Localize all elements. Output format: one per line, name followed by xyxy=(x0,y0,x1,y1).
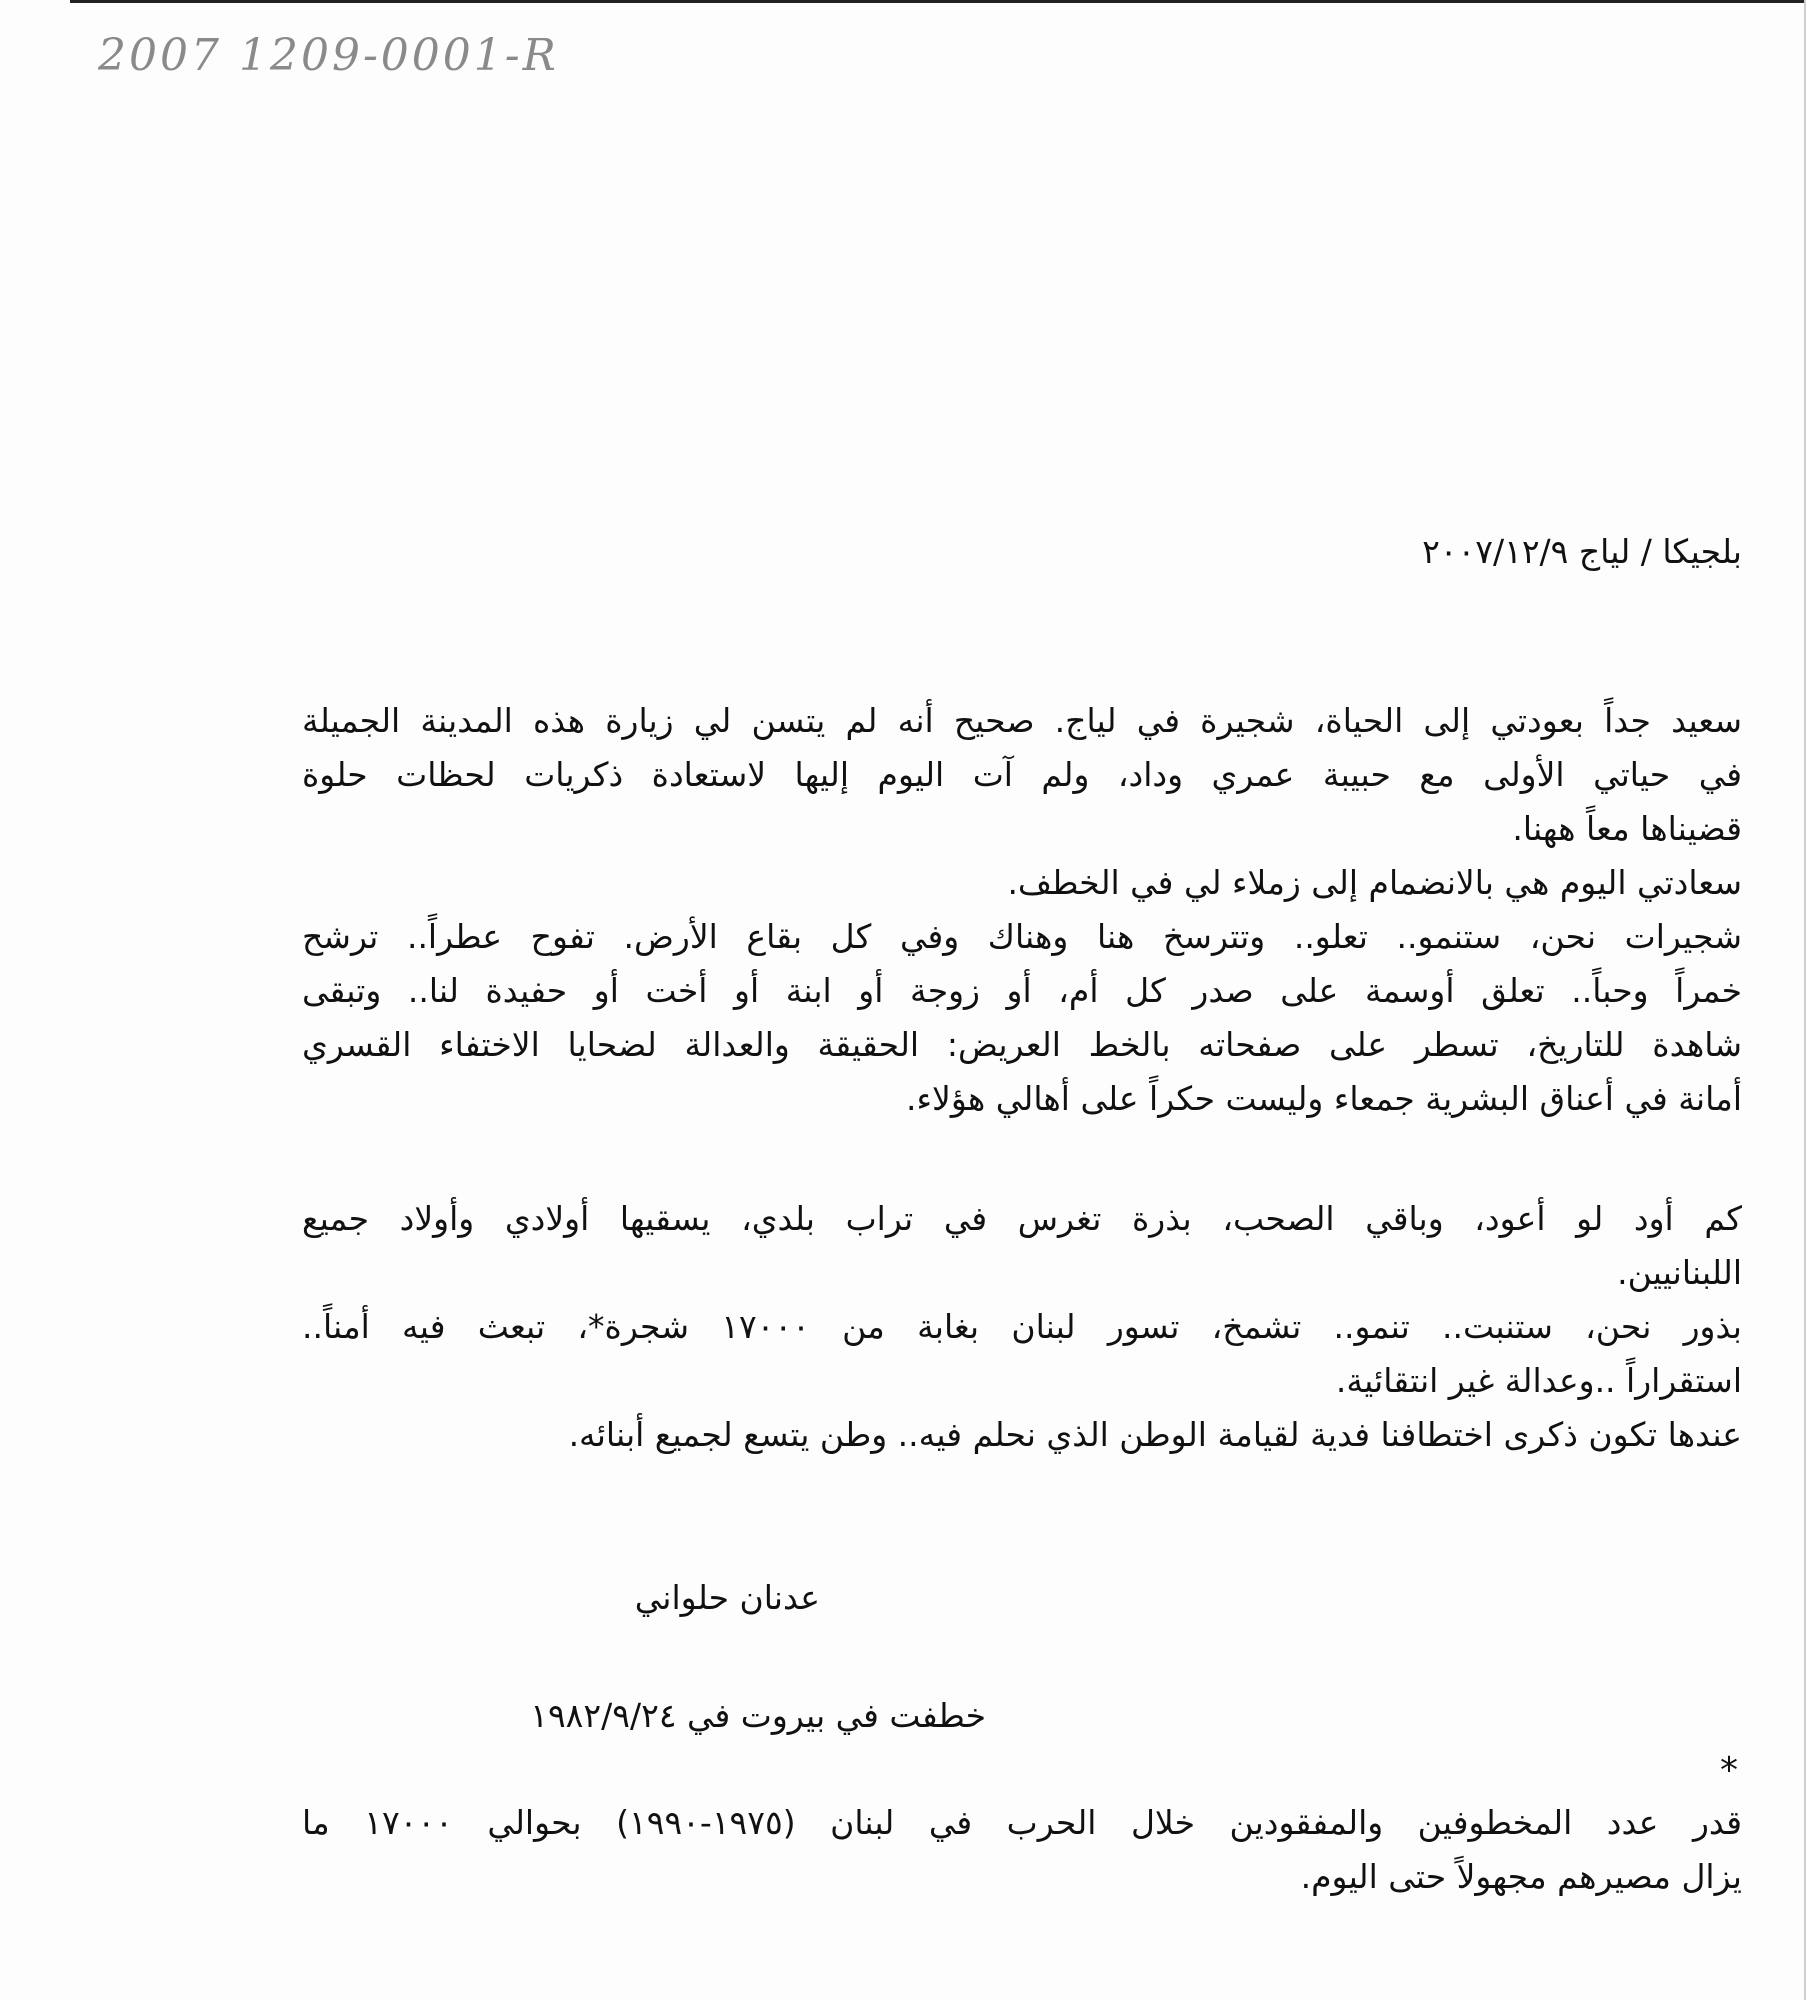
paragraph2-line-5: أمانة في أعناق البشرية جمعاء وليست حكراً على أهالي هؤلاء. xyxy=(906,1079,1742,1118)
paragraph3-line-5: عندها تكون ذكرى اختطافنا فدية لقيامة الوطن الذي نحلم فيه.. وطن يتسع لجميع أبنائه. xyxy=(568,1415,1742,1454)
paragraph1-line-1: سعيد جداً بعودتي إلى الحياة، شجيرة في لياج. صحيح أنه لم يتسن لي زيارة هذه المدينة الجميلة xyxy=(302,701,1742,740)
paragraph1-line-2: في حياتي الأولى مع حبيبة عمري وداد، ولم آت اليوم إليها لاستعادة ذكريات لحظات حلوة xyxy=(302,755,1742,794)
paragraph2-line-3: خمراً وحباً.. تعلق أوسمة على صدر كل أم، أو زوجة أو ابنة أو أخت أو حفيدة لنا.. وتبقى xyxy=(302,971,1742,1010)
top-edge-rule xyxy=(70,0,1806,3)
handwritten-document-id: 2007 1209-0001-R xyxy=(98,30,559,81)
paragraph2-line-2: شجيرات نحن، ستنمو.. تعلو.. وتترسخ هنا وهناك وفي كل بقاع الأرض. تفوح عطراً.. ترشح xyxy=(302,917,1742,956)
paragraph3-line-2: اللبنانيين. xyxy=(1617,1253,1742,1292)
paragraph3-line-4: استقراراً ..وعدالة غير انتقائية. xyxy=(1335,1361,1742,1400)
paragraph3-line-1: كم أود لو أعود، وباقي الصحب، بذرة تغرس في تراب بلدي، يسقيها أولادي وأولاد جميع xyxy=(302,1199,1742,1238)
footnote-marker: * xyxy=(1720,1750,1738,1791)
footnote-line-2: يزال مصيرهم مجهولاً حتى اليوم. xyxy=(1300,1857,1742,1896)
footnote-line-1: قدر عدد المخطوفين والمفقودين خلال الحرب في لبنان (١٩٧٥-١٩٩٠) بحوالي ١٧٠٠٠ ما xyxy=(302,1803,1742,1842)
paragraph2-line-4: شاهدة للتاريخ، تسطر على صفحاته بالخط العريض: الحقيقة والعدالة لضحايا الاختفاء القسري xyxy=(302,1025,1742,1064)
paragraph3-line-3: بذور نحن، ستنبت.. تنمو.. تشمخ، تسور لبنان بغابة من ١٧٠٠٠ شجرة*، تبعث فيه أمناً.. xyxy=(302,1307,1742,1346)
paragraph2-line-1: سعادتي اليوم هي بالانضمام إلى زملاء لي في الخطف. xyxy=(1007,863,1742,902)
paragraph1-line-3: قضيناها معاً ههنا. xyxy=(1512,809,1742,848)
signature-name: عدنان حلواني xyxy=(634,1578,820,1617)
dateline: بلجيكا / لياج ٢٠٠٧/١٢/٩ xyxy=(1422,532,1742,571)
kidnapped-date-note: خطفت في بيروت في ١٩٨٢/٩/٢٤ xyxy=(530,1696,986,1735)
